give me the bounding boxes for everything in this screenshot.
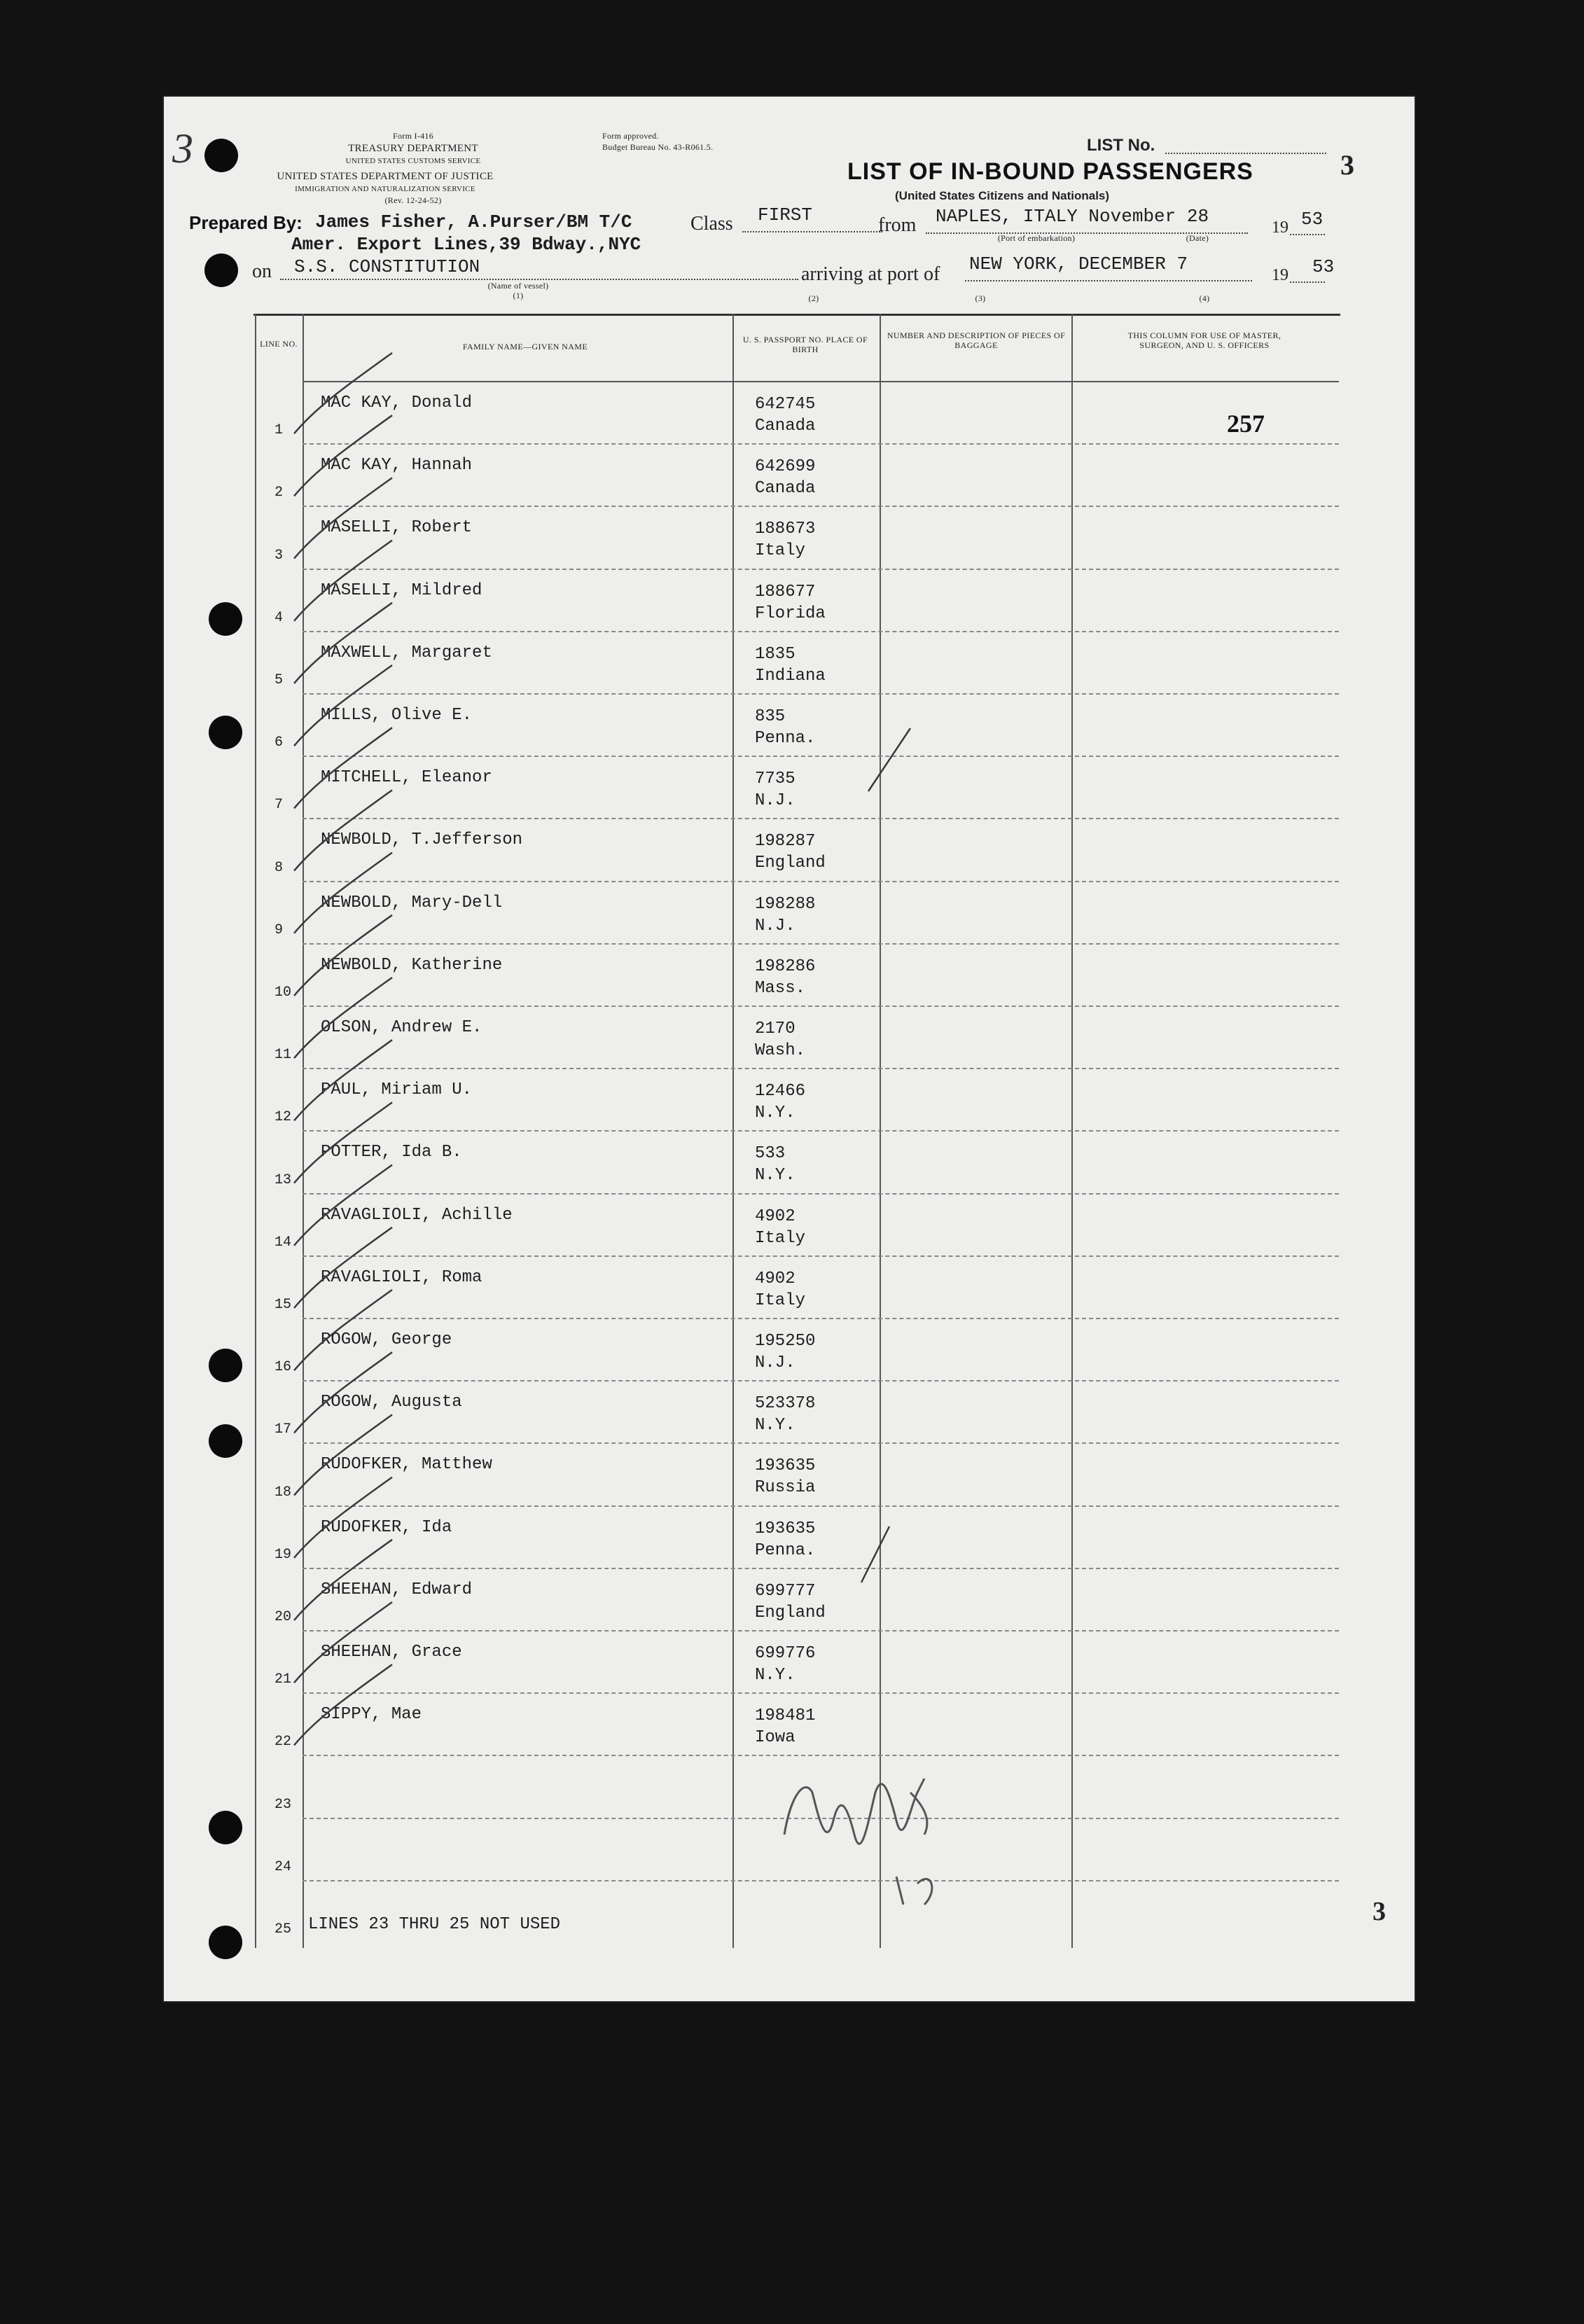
year-value: 53 bbox=[1301, 209, 1324, 230]
row-separator bbox=[303, 1130, 1339, 1132]
passport-number: 642699 bbox=[755, 457, 816, 477]
arriving-year-prefix: 19 bbox=[1272, 266, 1288, 284]
line-number: 18 bbox=[275, 1484, 292, 1501]
passenger-name: MITCHELL, Eleanor bbox=[321, 768, 492, 788]
punch-hole bbox=[209, 602, 242, 636]
punch-hole bbox=[204, 139, 238, 172]
vessel-value: S.S. CONSTITUTION bbox=[294, 256, 480, 277]
birthplace: Italy bbox=[755, 541, 806, 561]
passenger-name: PAUL, Miriam U. bbox=[321, 1080, 473, 1100]
row-separator bbox=[303, 1818, 1339, 1819]
birthplace: Italy bbox=[755, 1228, 806, 1248]
line-number: 19 bbox=[275, 1546, 292, 1563]
birthplace: N.Y. bbox=[755, 1666, 796, 1685]
row-separator bbox=[303, 881, 1339, 882]
line-number: 2 bbox=[275, 485, 284, 501]
class-value: FIRST bbox=[758, 204, 813, 225]
header-bottom-border bbox=[303, 381, 1339, 382]
passenger-name: NEWBOLD, T.Jefferson bbox=[321, 830, 523, 850]
row-separator bbox=[303, 1568, 1339, 1569]
row-separator bbox=[303, 506, 1339, 507]
birthplace: England bbox=[755, 854, 826, 873]
arriving-value: NEW YORK, DECEMBER 7 bbox=[969, 253, 1188, 274]
birthplace: England bbox=[755, 1603, 826, 1622]
passenger-name: NEWBOLD, Mary-Dell bbox=[321, 893, 503, 912]
col-header-baggage: NUMBER AND DESCRIPTION OF PIECES OF BAGGAGE bbox=[887, 330, 1066, 350]
prepared-by-line2: Amer. Export Lines,39 Bdway.,NYC bbox=[291, 234, 641, 255]
punch-hole bbox=[209, 1811, 242, 1844]
birthplace: N.J. bbox=[755, 916, 796, 935]
line-number: 7 bbox=[275, 797, 284, 814]
passenger-name: ROGOW, George bbox=[321, 1330, 452, 1349]
birthplace: N.Y. bbox=[755, 1166, 796, 1185]
passenger-name: MASELLI, Robert bbox=[321, 518, 473, 538]
birthplace: Penna. bbox=[755, 1540, 816, 1560]
passport-number: 699777 bbox=[755, 1581, 816, 1601]
arriving-year-field bbox=[1290, 281, 1325, 283]
year-field bbox=[1290, 234, 1325, 235]
passenger-name: MAXWELL, Margaret bbox=[321, 643, 492, 662]
row-separator bbox=[303, 1630, 1339, 1631]
passport-number: 1835 bbox=[755, 644, 796, 664]
passenger-name: RUDOFKER, Ida bbox=[321, 1517, 452, 1537]
line-number: 20 bbox=[275, 1609, 292, 1625]
row-separator bbox=[303, 1006, 1339, 1007]
punch-hole bbox=[204, 253, 238, 287]
list-no-label: LIST No. bbox=[1087, 136, 1155, 155]
arriving-field bbox=[965, 280, 1252, 281]
passport-number: 4902 bbox=[755, 1206, 796, 1226]
birthplace: Mass. bbox=[755, 978, 806, 998]
row-separator bbox=[303, 443, 1339, 445]
passport-number: 12466 bbox=[755, 1082, 806, 1101]
row-separator bbox=[303, 631, 1339, 632]
row-separator bbox=[303, 756, 1339, 757]
line-col-border bbox=[255, 314, 256, 1948]
birthplace: Florida bbox=[755, 604, 826, 623]
passenger-name: POTTER, Ida B. bbox=[321, 1143, 462, 1162]
department: TREASURY DEPARTMENT bbox=[348, 143, 478, 154]
passport-number: 835 bbox=[755, 707, 786, 726]
passenger-name: MAC KAY, Donald bbox=[321, 394, 473, 412]
line-number: 11 bbox=[275, 1047, 292, 1064]
port-embarkation-caption: (Port of embarkation) bbox=[997, 233, 1076, 243]
passport-number: 533 bbox=[755, 1144, 786, 1164]
row-separator bbox=[303, 1193, 1339, 1195]
line-number: 12 bbox=[275, 1109, 292, 1126]
birthplace: Penna. bbox=[755, 729, 816, 748]
punch-hole bbox=[209, 716, 242, 749]
passport-number: 2170 bbox=[755, 1020, 796, 1038]
line-number: 3 bbox=[275, 547, 284, 564]
line-number: 10 bbox=[275, 984, 292, 1001]
line-number: 6 bbox=[275, 735, 284, 751]
col-header-passport: U. S. PASSPORT NO. PLACE OF BIRTH bbox=[742, 335, 868, 354]
passenger-name: ROGOW, Augusta bbox=[321, 1393, 462, 1412]
birthplace: Canada bbox=[755, 417, 816, 436]
passenger-name: NEWBOLD, Katherine bbox=[321, 955, 503, 975]
row-separator bbox=[303, 1380, 1339, 1382]
row-separator bbox=[303, 1692, 1339, 1694]
line-number: 25 bbox=[275, 1921, 292, 1937]
passenger-name: MASELLI, Mildred bbox=[321, 580, 482, 600]
birthplace: Italy bbox=[755, 1290, 806, 1310]
row-separator bbox=[303, 1068, 1339, 1069]
row-separator bbox=[303, 1755, 1339, 1756]
line-number: 5 bbox=[275, 672, 284, 688]
customs-service: UNITED STATES CUSTOMS SERVICE bbox=[345, 157, 481, 165]
col-header-officers: THIS COLUMN FOR USE OF MASTER, SURGEON, AND U. S. OFFICERS bbox=[1127, 330, 1281, 350]
form-number: Form I-416 bbox=[393, 131, 433, 141]
passport-number: 642745 bbox=[755, 395, 816, 414]
passenger-name: SHEEHAN, Edward bbox=[321, 1580, 473, 1599]
line-number: 23 bbox=[275, 1796, 292, 1813]
class-label: Class bbox=[690, 213, 733, 235]
form-approved: Form approved. bbox=[602, 131, 659, 141]
page-number: 3 bbox=[1340, 149, 1354, 181]
vessel-caption: (Name of vessel) bbox=[487, 281, 549, 291]
passport-number: 699776 bbox=[755, 1644, 816, 1663]
line-number: 9 bbox=[275, 921, 284, 938]
prepared-by-label: Prepared By: bbox=[189, 212, 303, 233]
row-separator bbox=[303, 1442, 1339, 1444]
col-header-line-no: LINE NO. bbox=[260, 339, 298, 349]
from-value: NAPLES, ITALY November 28 bbox=[936, 206, 1209, 227]
ins-service: IMMIGRATION AND NATURALIZATION SERVICE bbox=[295, 185, 475, 193]
birthplace: Canada bbox=[755, 479, 816, 499]
on-label: on bbox=[252, 260, 272, 282]
line-number: 8 bbox=[275, 859, 284, 876]
row-separator bbox=[303, 693, 1339, 695]
line-number: 21 bbox=[275, 1671, 292, 1688]
line-number: 4 bbox=[275, 609, 284, 626]
vessel-field bbox=[280, 279, 798, 280]
passport-number: 188673 bbox=[755, 520, 816, 539]
row-separator bbox=[303, 1318, 1339, 1319]
arriving-label: arriving at port of bbox=[801, 263, 940, 285]
arriving-year: 53 bbox=[1312, 256, 1335, 277]
passport-col-num: (2) bbox=[808, 293, 819, 303]
passenger-name: SIPPY, Mae bbox=[321, 1705, 422, 1725]
passport-number: 198288 bbox=[755, 894, 816, 914]
birthplace: N.Y. bbox=[755, 1104, 796, 1123]
punch-hole bbox=[209, 1349, 242, 1382]
passport-number: 193635 bbox=[755, 1519, 816, 1538]
birthplace: Russia bbox=[755, 1478, 816, 1498]
line-number: 24 bbox=[275, 1858, 292, 1875]
passenger-name: MAC KAY, Hannah bbox=[321, 456, 473, 475]
passport-number: 193635 bbox=[755, 1456, 816, 1476]
baggage-col-num: (3) bbox=[975, 293, 986, 303]
line-number: 13 bbox=[275, 1171, 292, 1188]
birthplace: Iowa bbox=[755, 1728, 796, 1748]
row-separator bbox=[303, 1505, 1339, 1507]
line-number: 16 bbox=[275, 1359, 292, 1376]
date-caption: (Date) bbox=[1186, 233, 1209, 243]
col-header-name: FAMILY NAME—GIVEN NAME bbox=[462, 342, 588, 352]
officer-number: 257 bbox=[1227, 410, 1265, 438]
passenger-name: RUDOFKER, Matthew bbox=[321, 1455, 492, 1475]
row-separator bbox=[303, 818, 1339, 819]
prepared-by-line1: James Fisher, A.Purser/BM T/C bbox=[315, 211, 632, 232]
passport-number: 7735 bbox=[755, 770, 796, 789]
from-label: from bbox=[878, 214, 917, 236]
passenger-name: LINES 23 THRU 25 NOT USED bbox=[308, 1914, 561, 1934]
list-no-field bbox=[1165, 153, 1326, 154]
line-number: 17 bbox=[275, 1421, 292, 1438]
table-top-border bbox=[253, 314, 1340, 316]
passport-number: 198287 bbox=[755, 832, 816, 851]
row-separator bbox=[303, 1255, 1339, 1257]
row-separator bbox=[303, 569, 1339, 570]
revision: (Rev. 12-24-52) bbox=[384, 195, 442, 205]
birthplace: N.Y. bbox=[755, 1416, 796, 1435]
passport-number: 195250 bbox=[755, 1332, 816, 1351]
line-number: 1 bbox=[275, 422, 284, 439]
passenger-name: MILLS, Olive E. bbox=[321, 706, 473, 725]
birthplace: N.J. bbox=[755, 791, 796, 811]
birthplace: N.J. bbox=[755, 1354, 796, 1372]
line-number: 22 bbox=[275, 1734, 292, 1751]
birthplace: Indiana bbox=[755, 666, 826, 686]
handwritten-corner-mark: 3 bbox=[172, 125, 193, 172]
line-number: 14 bbox=[275, 1234, 292, 1251]
passport-number: 198481 bbox=[755, 1706, 816, 1726]
document-title: LIST OF IN-BOUND PASSENGERS bbox=[847, 158, 1253, 185]
line-number: 15 bbox=[275, 1297, 292, 1313]
document-subtitle: (United States Citizens and Nationals) bbox=[895, 189, 1110, 202]
justice-department: UNITED STATES DEPARTMENT OF JUSTICE bbox=[277, 171, 494, 182]
row-separator bbox=[303, 1880, 1339, 1881]
passport-number: 4902 bbox=[755, 1269, 796, 1288]
passenger-name: SHEEHAN, Grace bbox=[321, 1643, 462, 1662]
vessel-caption-num: (1) bbox=[513, 291, 524, 300]
passenger-name: OLSON, Andrew E. bbox=[321, 1018, 482, 1037]
passenger-name: RAVAGLIOLI, Roma bbox=[321, 1267, 482, 1287]
punch-hole bbox=[209, 1926, 242, 1959]
row-separator bbox=[303, 943, 1339, 945]
year-prefix: 19 bbox=[1272, 218, 1288, 237]
officers-col-num: (4) bbox=[1199, 293, 1210, 303]
passport-number: 188677 bbox=[755, 582, 816, 601]
footer-mark: 3 bbox=[1373, 1897, 1386, 1926]
passport-number: 523378 bbox=[755, 1394, 816, 1414]
passenger-name: RAVAGLIOLI, Achille bbox=[321, 1205, 513, 1225]
birthplace: Wash. bbox=[755, 1041, 806, 1060]
punch-hole bbox=[209, 1424, 242, 1458]
passport-number: 198286 bbox=[755, 956, 816, 976]
class-field bbox=[742, 231, 882, 232]
budget-bureau: Budget Bureau No. 43-R061.5. bbox=[602, 142, 714, 152]
